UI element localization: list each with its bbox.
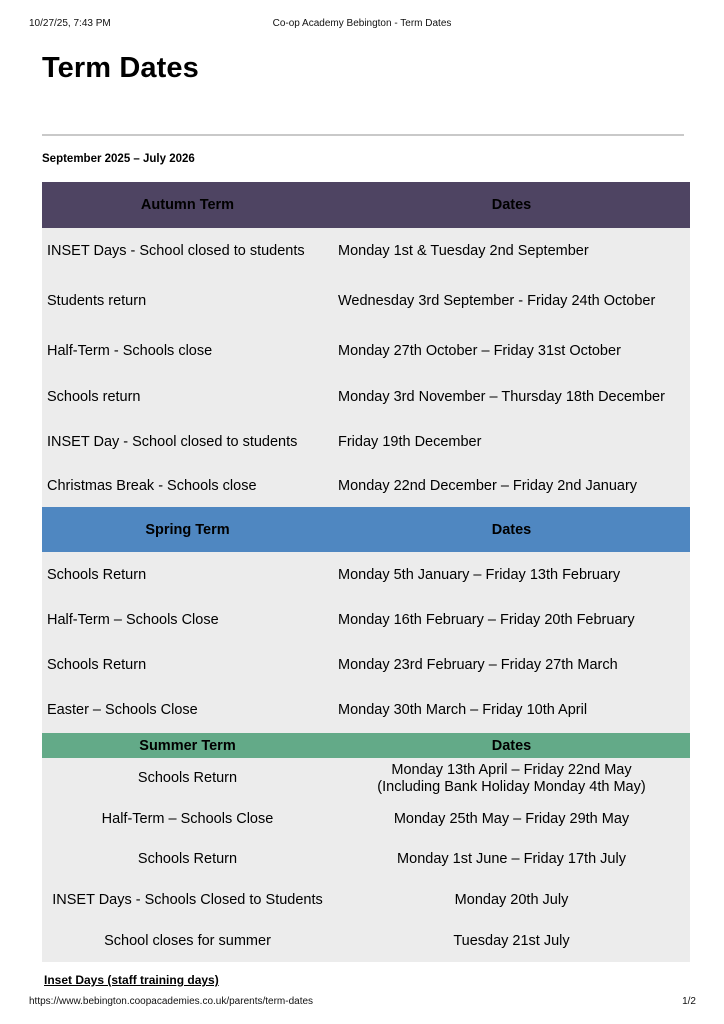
- dates-cell: Monday 1st June – Friday 17th July: [333, 839, 690, 880]
- spring-dates-heading: Dates: [333, 507, 690, 552]
- inset-days-link[interactable]: Inset Days (staff training days): [44, 973, 219, 987]
- dates-cell: Friday 19th December: [333, 419, 690, 464]
- spring-term-heading: Spring Term: [42, 507, 333, 552]
- event-cell: INSET Day - School closed to students: [42, 419, 333, 464]
- event-cell: Half-Term – Schools Close: [42, 597, 333, 642]
- event-cell: Schools return: [42, 374, 333, 419]
- page-number: 1/2: [682, 996, 696, 1007]
- event-cell: Schools Return: [42, 758, 333, 799]
- dates-cell: [333, 758, 690, 799]
- table-row: [42, 839, 690, 880]
- dates-cell: Monday 16th February – Friday 20th February: [333, 597, 690, 642]
- dates-cell: Monday 23rd February – Friday 27th March: [333, 642, 690, 687]
- autumn-header-row: [42, 182, 690, 228]
- dates-cell: Monday 3rd November – Thursday 18th December: [333, 374, 690, 419]
- table-row: [42, 552, 690, 597]
- event-cell: Half-Term – Schools Close: [42, 799, 333, 839]
- autumn-term-table: [42, 182, 690, 508]
- page-url: https://www.bebington.coopacademies.co.uk/parents/term-dates: [29, 996, 314, 1007]
- summer-dates-heading: Dates: [333, 733, 690, 758]
- spring-header-row: [42, 507, 690, 552]
- table-row: [42, 374, 690, 419]
- event-cell: Schools Return: [42, 839, 333, 880]
- table-row: [42, 687, 690, 733]
- event-cell: Schools Return: [42, 552, 333, 597]
- event-cell: Students return: [42, 274, 333, 328]
- event-cell: Schools Return: [42, 642, 333, 687]
- table-row: [42, 920, 690, 962]
- autumn-term-heading: Autumn Term: [42, 182, 333, 228]
- event-cell: Christmas Break - Schools close: [42, 464, 333, 508]
- table-row: [42, 642, 690, 687]
- dates-cell: Wednesday 3rd September - Friday 24th October: [333, 274, 690, 328]
- table-row: [42, 419, 690, 464]
- table-row: [42, 597, 690, 642]
- dates-cell: Monday 22nd December – Friday 2nd January: [333, 464, 690, 508]
- dates-cell: Monday 27th October – Friday 31st October: [333, 328, 690, 374]
- print-datetime: 10/27/25, 7:43 PM: [29, 18, 111, 29]
- event-cell: Easter – Schools Close: [42, 687, 333, 733]
- dates-cell: Monday 20th July: [333, 880, 690, 920]
- print-title: Co-op Academy Bebington - Term Dates: [272, 18, 452, 29]
- table-row: [42, 799, 690, 839]
- event-cell: School closes for summer: [42, 920, 333, 962]
- spring-term-table: [42, 507, 690, 733]
- event-cell: INSET Days - Schools Closed to Students: [42, 880, 333, 920]
- divider: [42, 134, 684, 136]
- table-row: [42, 328, 690, 374]
- dates-cell: Tuesday 21st July: [333, 920, 690, 962]
- dates-note: (Including Bank Holiday Monday 4th May): [377, 778, 646, 795]
- dates-cell: Monday 30th March – Friday 10th April: [333, 687, 690, 733]
- table-row: [42, 464, 690, 508]
- dates-cell: Monday 5th January – Friday 13th February: [333, 552, 690, 597]
- summer-term-table: [42, 733, 690, 962]
- event-cell: INSET Days - School closed to students: [42, 228, 333, 274]
- table-row: [42, 274, 690, 328]
- autumn-dates-heading: Dates: [333, 182, 690, 228]
- table-row: [42, 880, 690, 920]
- table-row: [42, 228, 690, 274]
- dates-cell: Monday 1st & Tuesday 2nd September: [333, 228, 690, 274]
- academic-year: September 2025 – July 2026: [42, 153, 195, 165]
- dates-line: Monday 13th April – Friday 22nd May: [391, 761, 632, 778]
- table-row: [42, 758, 690, 799]
- summer-term-heading: Summer Term: [42, 733, 333, 758]
- summer-header-row: [42, 733, 690, 758]
- event-cell: Half-Term - Schools close: [42, 328, 333, 374]
- page-title: Term Dates: [42, 52, 199, 84]
- dates-cell: Monday 25th May – Friday 29th May: [333, 799, 690, 839]
